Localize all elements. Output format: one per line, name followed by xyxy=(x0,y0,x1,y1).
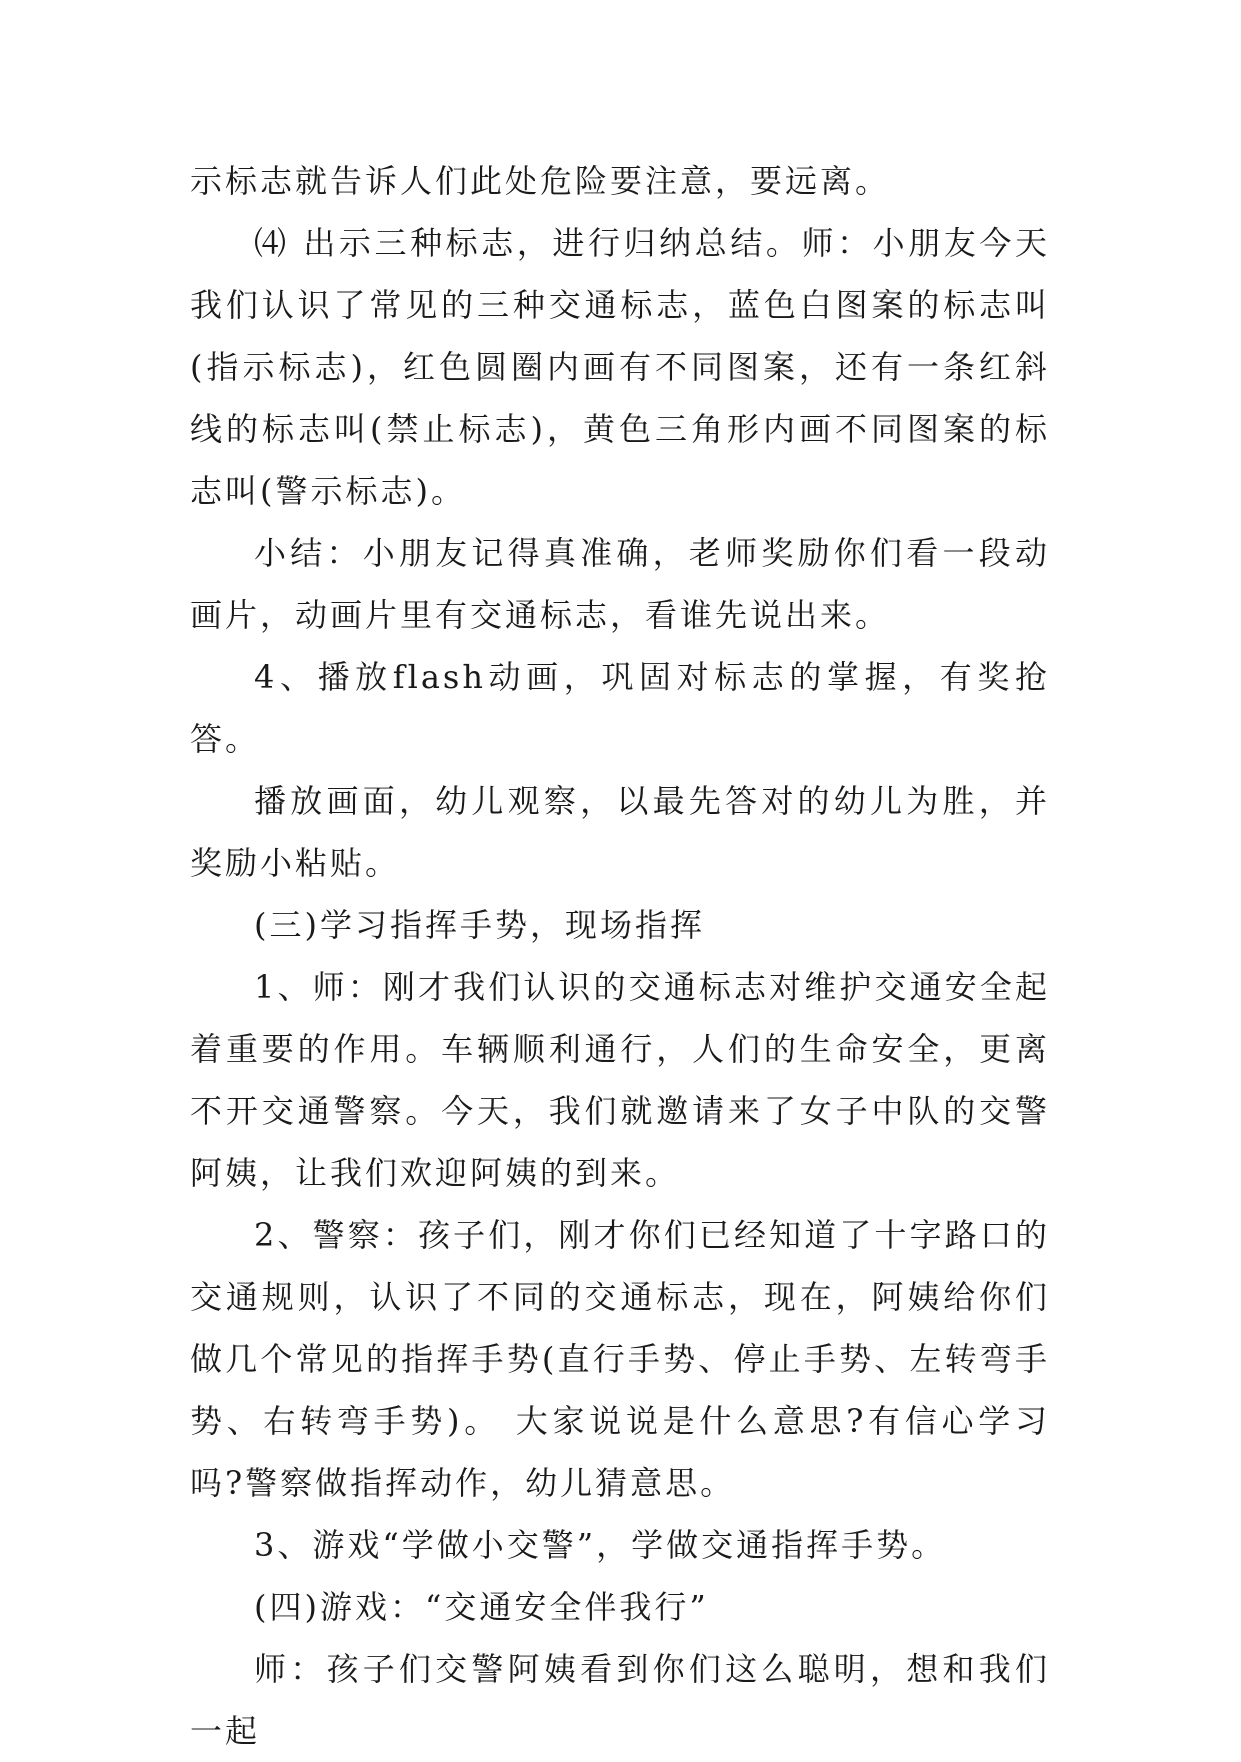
paragraph-11: 师：孩子们交警阿姨看到你们这么聪明，想和我们一起 xyxy=(190,1650,1050,1750)
paragraph-6: (三)学习指挥手势，现场指挥 xyxy=(254,906,705,944)
paragraph-4: 4、播放flash动画，巩固对标志的掌握，有奖抢答。 xyxy=(190,658,1050,758)
paragraph-5: 播放画面，幼儿观察，以最先答对的幼儿为胜，并奖励小粘贴。 xyxy=(190,782,1050,882)
paragraph-8: 2、警察：孩子们，刚才你们已经知道了十字路口的交通规则，认识了不同的交通标志，现在，阿姨给你们做几个常见的指挥手势(直行手势、停止手势、左转弯手势、右转弯手势)。 大家说说是什么意思?有信心学习吗?警察做指挥动作，幼儿猜意思。 xyxy=(190,1216,1050,1502)
document-body xyxy=(190,150,1050,1762)
paragraph-2: ⑷ 出示三种标志，进行归纳总结。师：小朋友今天我们认识了常见的三种交通标志，蓝色白图案的标志叫(指示标志)，红色圆圈内画有不同图案，还有一条红斜线的标志叫(禁止标志)，黄色三角形内画不同图案的标志叫(警示标志)。 xyxy=(190,224,1050,510)
paragraph-9: 3、游戏“学做小交警”，学做交通指挥手势。 xyxy=(254,1526,947,1564)
paragraph-7: 1、师：刚才我们认识的交通标志对维护交通安全起着重要的作用。车辆顺利通行，人们的生命安全，更离不开交通警察。今天，我们就邀请来了女子中队的交警阿姨，让我们欢迎阿姨的到来。 xyxy=(190,968,1050,1192)
paragraph-1: 示标志就告诉人们此处危险要注意，要远离。 xyxy=(190,162,891,200)
paragraph-3: 小结：小朋友记得真准确，老师奖励你们看一段动画片，动画片里有交通标志，看谁先说出来。 xyxy=(190,534,1050,634)
paragraph-10: (四)游戏：“交通安全伴我行” xyxy=(254,1588,709,1626)
